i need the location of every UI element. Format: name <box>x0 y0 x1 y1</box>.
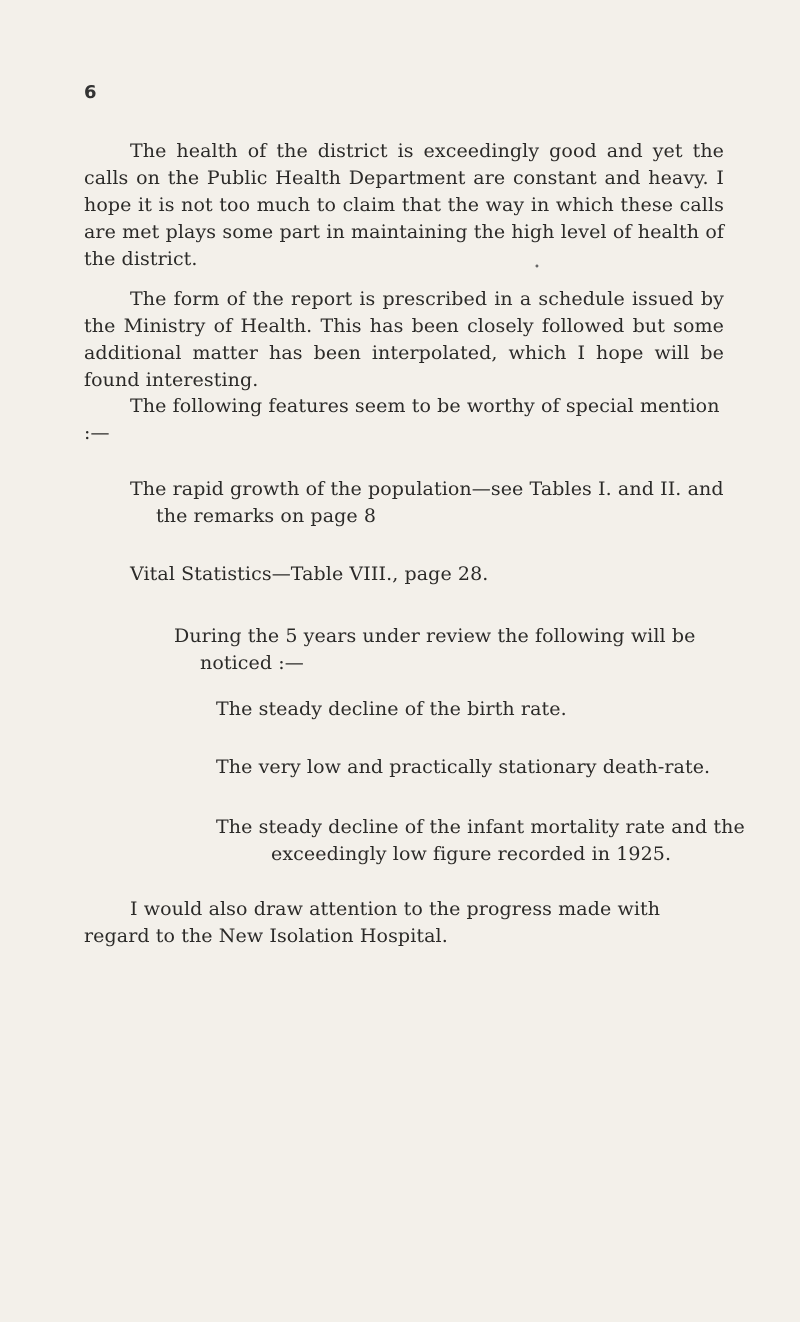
intro-paragraph: The health of the district is exceedingly good and yet the calls on the Public Health Department are constant and heavy. I hope it is not too much to claim that the way in which these calls are met plays some part in maintaining the high level of health of the district. <box>84 140 724 270</box>
feature-population-growth: The rapid growth of the population—see Tables I. and II. and the remarks on page 8 <box>130 478 724 527</box>
death-rate-note: The very low and practically stationary death-rate. <box>216 756 711 778</box>
features-intro-paragraph: The following features seem to be worthy of special mention :— <box>84 395 720 444</box>
report-form-paragraph: The form of the report is prescribed in a schedule issued by the Ministry of Health. This has been closely followed but some additional matter has been interpolated, which I hope will be found interesting. <box>84 288 724 391</box>
page-number: 6 <box>84 82 97 103</box>
infant-mortality-note: The steady decline of the infant mortality rate and the exceedingly low figure recorded in 1925. <box>216 816 745 865</box>
birth-rate-note: The steady decline of the birth rate. <box>216 698 567 720</box>
feature-vital-statistics: Vital Statistics—Table VIII., page 28. <box>130 563 489 585</box>
ink-speck: • <box>534 262 540 273</box>
isolation-hospital-paragraph: I would also draw attention to the progress made with regard to the New Isolation Hospital. <box>84 898 661 947</box>
review-period-note: During the 5 years under review the following will be noticed :— <box>174 625 696 674</box>
